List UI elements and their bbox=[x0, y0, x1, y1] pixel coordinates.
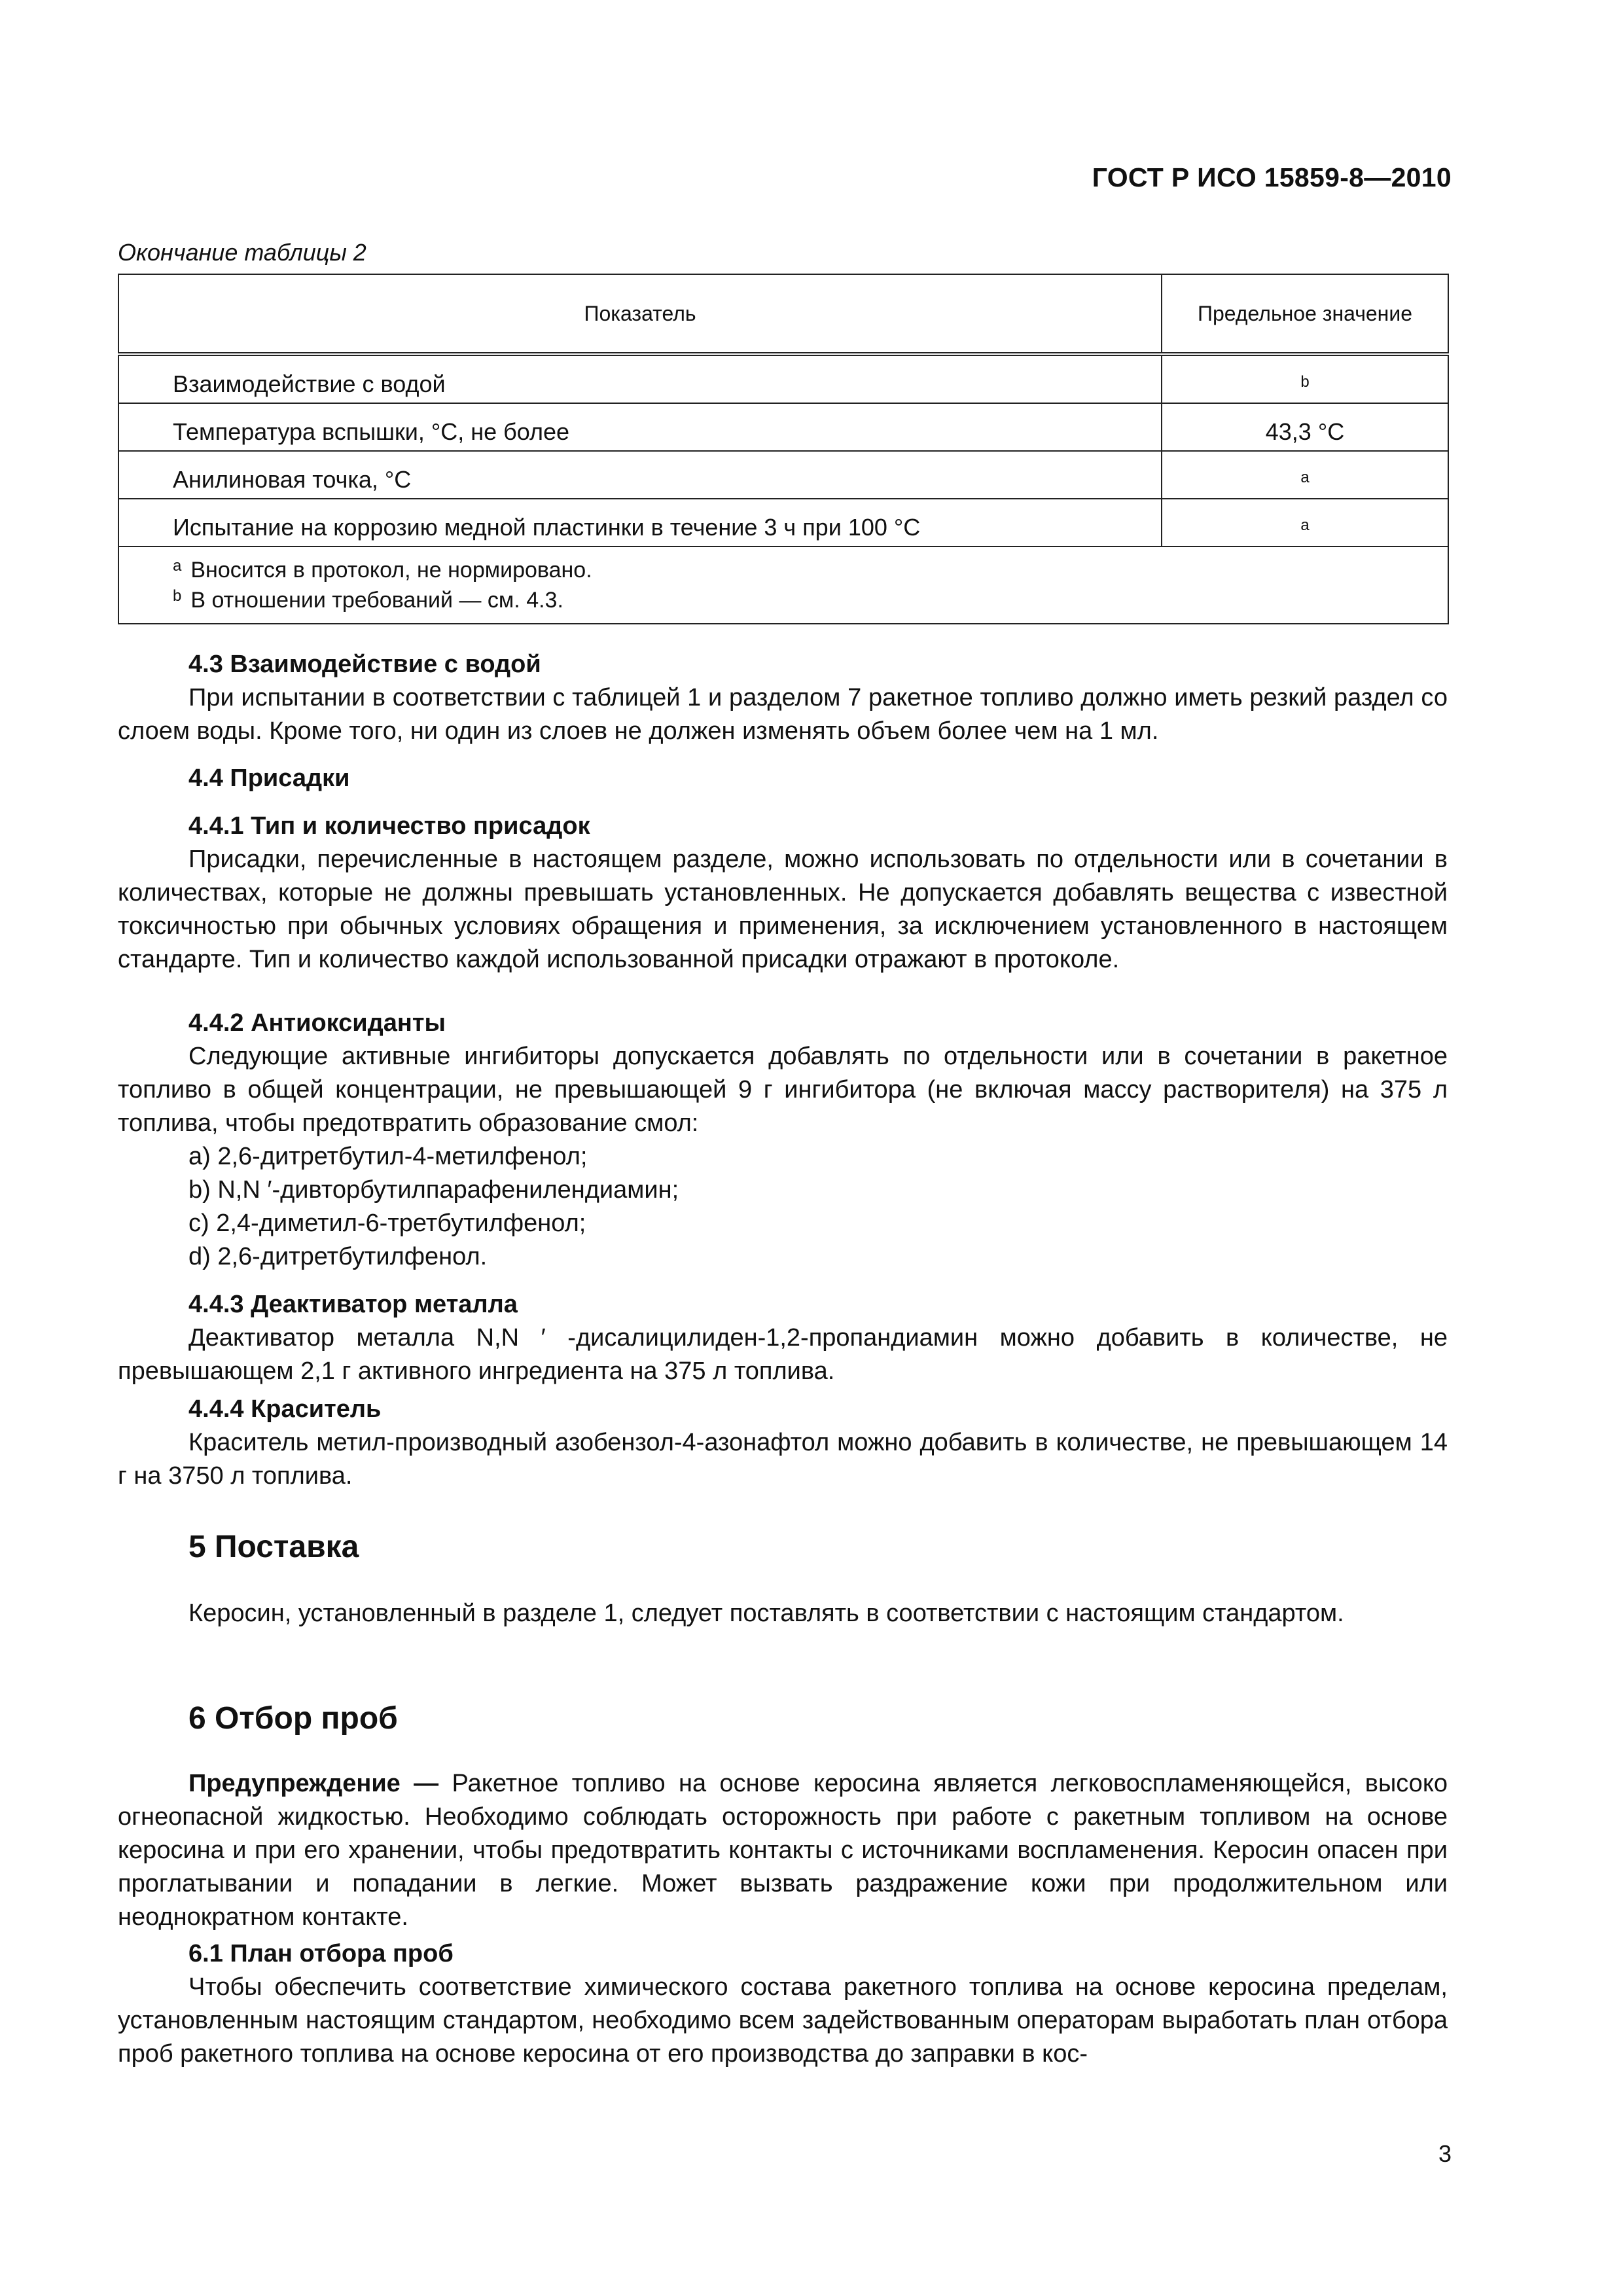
paragraph: Краситель метил-производный азобензол-4-азонафтол можно добавить в количестве, не превышающем 14 г на 3750 л топлива. bbox=[118, 1429, 1448, 1490]
list-item: d) 2,6-дитретбутилфенол. bbox=[188, 1243, 488, 1270]
table-row bbox=[118, 451, 1448, 499]
section-heading: 5 Поставка bbox=[188, 1530, 359, 1564]
paragraph: При испытании в соответствии с таблицей 1 и разделом 7 ракетное топливо должно иметь резкий раздел со слоем воды. Кроме того, ни один из слоев не должен изменять объем более чем на 1 мл. bbox=[118, 684, 1448, 745]
column-header-limit: Предельное значение bbox=[1162, 274, 1448, 354]
list-item: b) N,N ′-дивторбутилпарафенилендиамин; bbox=[188, 1176, 679, 1204]
section-6 bbox=[118, 1702, 1448, 1735]
footnote-mark: b bbox=[173, 587, 182, 605]
section-heading: 6 Отбор проб bbox=[188, 1701, 398, 1736]
footnote-ref: a bbox=[1300, 469, 1310, 486]
footnote bbox=[173, 585, 1448, 615]
section-heading: 4.4.1 Тип и количество присадок bbox=[188, 812, 590, 840]
row-limit-value bbox=[1162, 451, 1448, 499]
footnote-ref: b bbox=[1300, 373, 1310, 391]
table-footnotes bbox=[118, 547, 1448, 624]
section-6-body bbox=[118, 1767, 1448, 1934]
table-row bbox=[118, 354, 1448, 403]
section-5-body bbox=[118, 1597, 1448, 1630]
footnote-ref: a bbox=[1300, 516, 1310, 534]
row-indicator-name: Температура вспышки, °C, не более bbox=[118, 403, 1162, 451]
section-heading: 4.3 Взаимодействие с водой bbox=[188, 651, 541, 678]
list-item: c) 2,4-диметил-6-третбутилфенол; bbox=[188, 1210, 586, 1237]
table-footnotes-row bbox=[118, 547, 1448, 624]
section-4-4-1 bbox=[118, 810, 1448, 977]
row-limit-value bbox=[1162, 499, 1448, 547]
section-4-4-2 bbox=[118, 1007, 1448, 1274]
warning-label: Предупреждение — bbox=[188, 1770, 439, 1797]
list-item: a) 2,6-дитретбутил-4-метилфенол; bbox=[188, 1143, 588, 1170]
section-5 bbox=[118, 1530, 1448, 1564]
row-indicator-name: Испытание на коррозию медной пластинки в течение 3 ч при 100 °C bbox=[118, 499, 1162, 547]
section-4-3 bbox=[118, 648, 1448, 748]
limits-table bbox=[118, 274, 1449, 624]
footnote-text: В отношении требований — см. 4.3. bbox=[190, 588, 563, 613]
row-indicator-name: Анилиновая точка, °C bbox=[118, 451, 1162, 499]
section-4-4-3 bbox=[118, 1288, 1448, 1388]
row-limit-value: 43,3 °C bbox=[1162, 403, 1448, 451]
section-heading: 6.1 План отбора проб bbox=[188, 1940, 454, 1967]
footnote-text: Вносится в протокол, не нормировано. bbox=[190, 558, 592, 583]
paragraph bbox=[118, 1767, 1448, 1934]
warning-text: Ракетное топливо на основе керосина является легковоспламеняющейся, высоко огнеопасной жидкостью. Необходимо соблюдать осторожность при работе с ракетным топливом на основе керосина и при его хранении, чтобы предотвратить контакты с источниками воспламенения. Керосин опасен при проглатывании и попадании в легкие. Может вызвать раздражение кожи при продолжительном или неоднократном контакте. bbox=[118, 1770, 1448, 1931]
table-header-row bbox=[118, 274, 1448, 354]
paragraph: Деактиватор металла N,N ′ -дисалицилиден-1,2-пропандиамин можно добавить в количестве, не превышающем 2,1 г активного ингредиента на 375 л топлива. bbox=[118, 1324, 1448, 1385]
footnote-mark: a bbox=[173, 557, 182, 575]
paragraph: Чтобы обеспечить соответствие химического состава ракетного топлива на основе керосина пределам, установленным настоящим стандартом, необходимо всем задействованным операторам выработать план отбора проб ракетного топлива на основе керосина от его производства до заправки в кос- bbox=[118, 1973, 1448, 2068]
footnote bbox=[173, 555, 1448, 585]
table-caption: Окончание таблицы 2 bbox=[118, 239, 366, 266]
paragraph: Керосин, установленный в разделе 1, следует поставлять в соответствии с настоящим стандартом. bbox=[188, 1600, 1344, 1627]
row-limit-value bbox=[1162, 354, 1448, 403]
row-indicator-name: Взаимодействие с водой bbox=[118, 354, 1162, 403]
section-heading: 4.4.4 Краситель bbox=[188, 1395, 382, 1423]
standard-code: ГОСТ Р ИСО 15859-8—2010 bbox=[1092, 162, 1452, 192]
section-heading: 4.4 Присадки bbox=[188, 764, 350, 792]
column-header-indicator: Показатель bbox=[118, 274, 1162, 354]
section-heading: 4.4.3 Деактиватор металла bbox=[188, 1291, 518, 1318]
section-4-4-4 bbox=[118, 1393, 1448, 1493]
table-row bbox=[118, 499, 1448, 547]
section-6-1 bbox=[118, 1937, 1448, 2071]
section-heading: 4.4.2 Антиоксиданты bbox=[188, 1009, 446, 1037]
section-4-4 bbox=[118, 762, 1448, 795]
page-number: 3 bbox=[1438, 2140, 1452, 2167]
table-row bbox=[118, 403, 1448, 451]
paragraph: Следующие активные ингибиторы допускается добавлять по отдельности или в сочетании в ракетное топливо в общей концентрации, не превышающей 9 г ингибитора (не включая массу растворителя) на 375 л топлива, чтобы предотвратить образование смол: bbox=[118, 1043, 1448, 1137]
paragraph: Присадки, перечисленные в настоящем разделе, можно использовать по отдельности или в сочетании в количествах, которые не должны превышать установленных. Не допускается добавлять вещества с известной токсичностью при обычных условиях обращения и применения, за исключением установленного в настоящем стандарте. Тип и количество каждой использованной присадки отражают в протоколе. bbox=[118, 846, 1448, 973]
